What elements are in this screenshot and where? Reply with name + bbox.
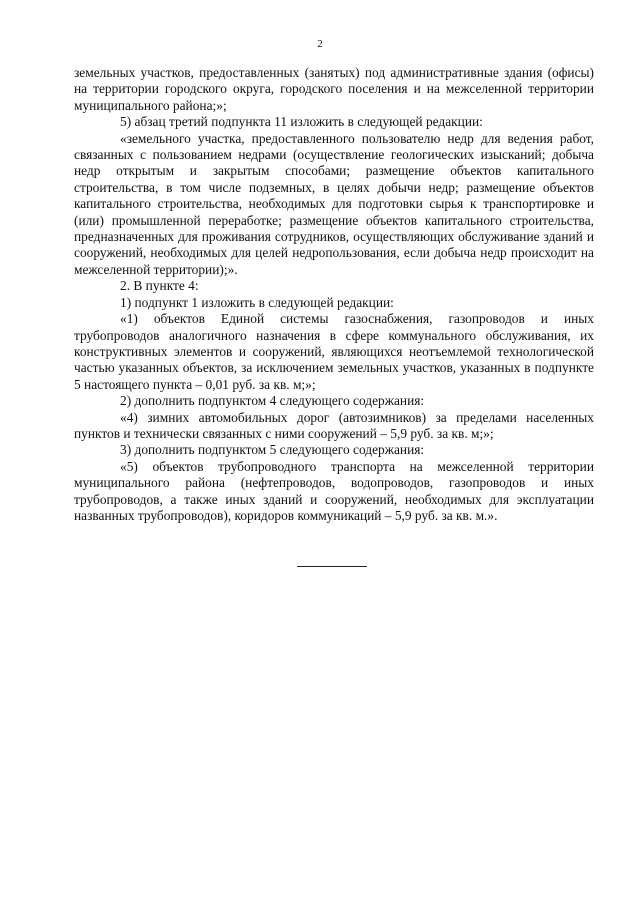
paragraph-item-5: 5) абзац третий подпункта 11 изложить в следующей редакции: xyxy=(120,114,483,130)
paragraph-quote-subsoil: «земельного участка, предоставленного пользователю недр для ведения работ, связанных с пользованием недрами (осуществление геологических изысканий; добыча недр открытым и закрытым способами; размещение объектов капитального строительства, в том числе подземных, в целях добычи недр; размещение объектов капитального строительства, необходимых для подготовки сырья к транспортировке и (или) промышленной переработке; размещение объектов капитального строительства, предназначенных для проживания сотрудников, осуществляющих обслуживание зданий и сооружений, необходимых для целей недропользования, если добыча недр происходит на межселенной территории);». xyxy=(74,130,594,277)
paragraph-sub-3: 3) дополнить подпунктом 5 следующего содержания: xyxy=(120,442,425,458)
paragraph-sub-2: 2) дополнить подпунктом 4 следующего содержания: xyxy=(120,393,425,409)
paragraph-continuation: земельных участков, предоставленных (занятых) под административные здания (офисы) на территории городского округа, городского поселения и на межселенной территории муниципального района;»; xyxy=(74,65,594,113)
paragraph-sub-1: 1) подпункт 1 изложить в следующей редакции: xyxy=(120,294,394,310)
end-divider xyxy=(297,566,367,567)
paragraph-quote-1: «1) объектов Единой системы газоснабжения, газопроводов и иных трубопроводов аналогичного назначения в сфере коммунального обслуживания, их конструктивных элементов и сооружений, являющихся неотъемлемой технологической частью указанных объектов, за исключением земельных участков, указанных в подпункте 5 настоящего пункта – 0,01 руб. за кв. м;»; xyxy=(74,311,594,392)
document-body xyxy=(74,65,594,524)
paragraph-quote-4: «4) зимних автомобильных дорог (автозимников) за пределами населенных пунктов и технически связанных с ними сооружений – 5,9 руб. за кв. м;»; xyxy=(74,409,594,441)
page-number: 2 xyxy=(317,38,323,50)
paragraph-section-2: 2. В пункте 4: xyxy=(120,278,199,294)
paragraph-quote-5: «5) объектов трубопроводного транспорта на межселенной территории муниципального района (нефтепроводов, водопроводов, газопроводов и иных трубопроводов, а также иных зданий и сооружений, необходимых для эксплуатации названных трубопроводов), коридоров коммуникаций – 5,9 руб. за кв. м.». xyxy=(74,458,594,523)
